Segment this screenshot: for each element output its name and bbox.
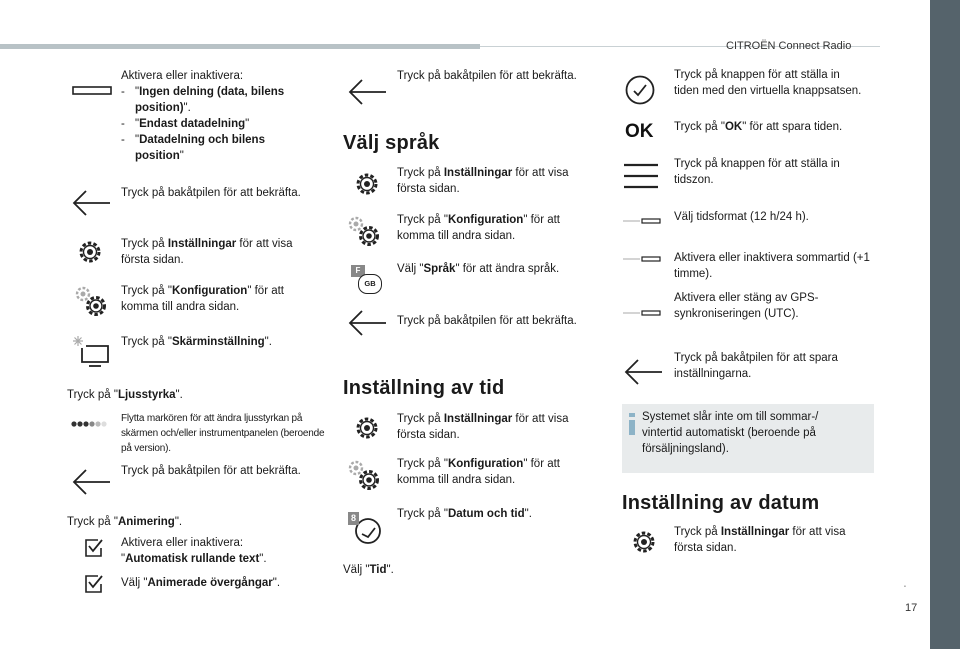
screen-settings-text: Tryck på "Skärminställning". — [121, 336, 272, 348]
info-text: Systemet slår inte om till sommar-/ vintertid automatiskt (beroende på försäljningsland). — [642, 411, 819, 455]
back-arrow-icon — [70, 468, 112, 496]
back-confirm-text: Tryck på bakåtpilen för att bekräfta. — [121, 187, 301, 199]
settings-text: Tryck på Inställningar för att visa första sidan. — [397, 167, 569, 195]
slider-note-text: Flytta markören för att ändra ljusstyrkan på skärmen och/eller instrumentpanelen (beroende på version). — [121, 413, 325, 454]
back-arrow-icon — [346, 78, 388, 106]
timezone-text: Tryck på knappen för att ställa in tidszon. — [674, 158, 840, 186]
settings-gear-icon — [76, 238, 104, 266]
language-heading: Välj språk — [343, 132, 440, 154]
col1-activate-block — [121, 68, 311, 164]
gps-text: Aktivera eller stäng av GPS-synkroniseringen (UTC). — [674, 292, 819, 320]
autoscroll-text: Aktivera eller inaktivera: "Automatisk rullande text". — [121, 537, 267, 565]
back-arrow-icon — [622, 358, 664, 386]
time-select-text: Välj "Tid". — [343, 564, 394, 576]
back-arrow-icon — [346, 309, 388, 337]
activate-intro: Aktivera eller inaktivera: — [121, 70, 244, 82]
checkbox-checked-icon — [84, 538, 104, 558]
language-flags-icon: F GB — [351, 265, 385, 295]
settings-text: Tryck på Inställningar för att visa första sidan. — [121, 238, 293, 266]
check-circle-icon — [624, 74, 656, 106]
back-save-text: Tryck på bakåtpilen för att spara inställningarna. — [674, 352, 838, 380]
date-time-text: Tryck på "Datum och tid". — [397, 508, 532, 520]
keypad-text: Tryck på knappen för att ställa in tiden med den virtuella knappsatsen. — [674, 69, 862, 97]
screen-settings-icon — [72, 334, 112, 368]
toggle-switch-icon — [72, 86, 112, 96]
header-brand: CITROËN Connect Radio — [726, 40, 852, 52]
toggle-switch-icon — [622, 256, 662, 264]
configuration-gears-icon — [345, 212, 385, 250]
language-select-text: Välj "Språk" för att ändra språk. — [397, 263, 560, 275]
back-arrow-icon — [70, 189, 112, 217]
checkbox-checked-icon — [84, 574, 104, 594]
ok-text: Tryck på "OK" för att spara tiden. — [674, 121, 843, 133]
brightness-text: Tryck på "Ljusstyrka". — [67, 389, 183, 401]
continue-dot: . — [903, 574, 907, 590]
toggle-switch-icon — [622, 218, 662, 226]
header-bar — [0, 44, 480, 49]
list-menu-icon — [622, 162, 660, 190]
clock-icon: 8 — [348, 512, 384, 546]
page-side-strip — [930, 0, 960, 649]
settings-gear-icon — [353, 414, 381, 442]
settings-gear-icon — [630, 528, 658, 556]
format-text: Välj tidsformat (12 h/24 h). — [674, 211, 809, 223]
dst-text: Aktivera eller inaktivera sommartid (+1 timme). — [674, 252, 870, 280]
date-heading: Inställning av datum — [622, 492, 820, 514]
transitions-text: Välj "Animerade övergångar". — [121, 577, 281, 589]
info-icon — [627, 413, 637, 435]
option-item: - "Ingen delning (data, bilens position)". — [121, 86, 285, 114]
back-confirm-text: Tryck på bakåtpilen för att bekräfta. — [121, 465, 301, 477]
option-item: - "Endast datadelning" — [121, 118, 250, 130]
configuration-text: Tryck på "Konfiguration" för att komma till andra sidan. — [121, 285, 285, 313]
toggle-switch-icon — [622, 310, 662, 318]
page-number: 17 — [905, 602, 918, 614]
configuration-text: Tryck på "Konfiguration" för att komma till andra sidan. — [397, 214, 561, 242]
info-box — [622, 404, 874, 473]
time-heading: Inställning av tid — [343, 377, 505, 399]
ok-icon: OK — [625, 121, 654, 142]
back-confirm-text: Tryck på bakåtpilen för att bekräfta. — [397, 315, 577, 327]
settings-text: Tryck på Inställningar för att visa första sidan. — [397, 413, 569, 441]
animation-text: Tryck på "Animering". — [67, 516, 183, 528]
back-confirm-text: Tryck på bakåtpilen för att bekräfta. — [397, 70, 577, 82]
option-item: - "Datadelning och bilens position" — [121, 134, 265, 162]
configuration-text: Tryck på "Konfiguration" för att komma till andra sidan. — [397, 458, 561, 486]
configuration-gears-icon — [72, 282, 112, 320]
settings-text: Tryck på Inställningar för att visa första sidan. — [674, 526, 846, 554]
settings-gear-icon — [353, 170, 381, 198]
brightness-slider-icon — [70, 420, 110, 428]
configuration-gears-icon — [345, 456, 385, 494]
